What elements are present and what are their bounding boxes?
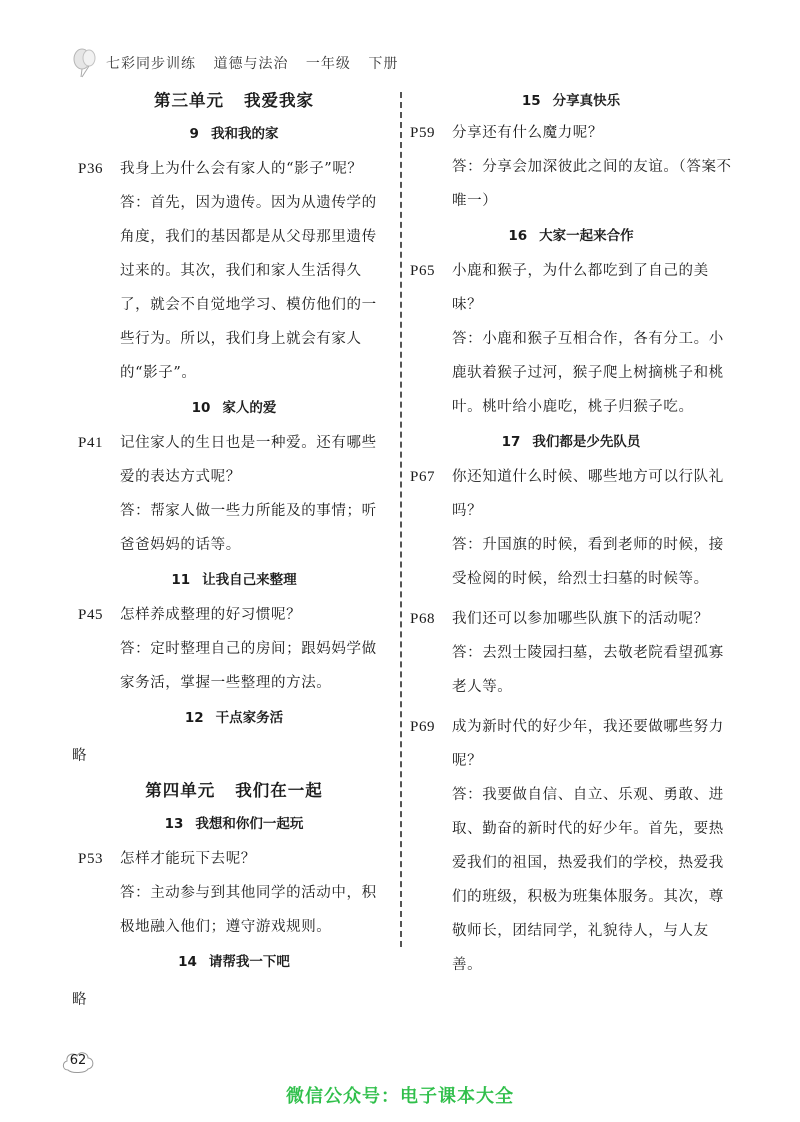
question	[78, 426, 390, 494]
page-number: 62	[69, 1053, 87, 1068]
lesson-title: 让我自己来整理	[202, 572, 297, 588]
page-ref: P53	[78, 851, 104, 867]
footer-watermark: 微信公众号：电子课本大全	[286, 1086, 514, 1107]
question-text: 分享还有什么魔力呢？	[452, 125, 603, 141]
page-ref: P68	[410, 611, 436, 627]
lesson-number: 15	[521, 93, 541, 109]
lesson-heading	[78, 390, 390, 426]
question	[410, 460, 732, 528]
lesson-heading	[78, 806, 390, 842]
lesson-title: 请帮我一下吧	[208, 954, 290, 970]
answer: 答：我要做自信、自立、乐观、勇敢、进取、勤奋的新时代的好少年。首先，要热爱我们的祖国，热爱我们的学校，热爱我们的班级，积极为班集体服务。其次，尊敬师长，团结同学，礼貌待人，与人友善。	[452, 787, 724, 973]
page-ref: P36	[78, 161, 104, 177]
left-column	[72, 86, 390, 1020]
page-number-badge	[60, 1046, 96, 1076]
lesson-heading	[410, 86, 732, 116]
lesson-title: 大家一起来合作	[539, 228, 634, 244]
unit-heading	[78, 86, 390, 116]
lesson-heading	[410, 424, 732, 460]
answer: 答：首先，因为遗传。因为从遗传学的角度，我们的基因都是从父母那里遗传过来的。其次，我们和家人生活得久了，就会不自觉地学习、模仿他们的一些行为。所以，我们身上就会有家人的“影子”。	[120, 195, 377, 381]
question-text: 小鹿和猴子，为什么都吃到了自己的美味？	[452, 263, 709, 313]
lesson-title: 我想和你们一起玩	[195, 816, 304, 832]
question-text: 我们还可以参加哪些队旗下的活动呢？	[452, 611, 709, 627]
column-divider	[400, 92, 402, 947]
answer: 答：升国旗的时候，看到老师的时候，接受检阅的时候，给烈士扫墓的时候等。	[452, 537, 724, 587]
right-column	[410, 86, 732, 982]
volume-name: 下册	[368, 56, 399, 72]
page-ref: P45	[78, 607, 104, 623]
unit-heading	[78, 776, 390, 806]
lesson-number: 12	[184, 710, 204, 726]
grade-name: 一年级	[305, 56, 351, 72]
lesson-heading	[78, 700, 390, 736]
question-text: 怎样才能玩下去呢？	[120, 851, 256, 867]
question	[410, 710, 732, 778]
subject-name: 道德与法治	[213, 56, 289, 72]
question-text: 你还知道什么时候、哪些地方可以行队礼吗？	[452, 469, 724, 519]
unit-name: 我爱我家	[244, 91, 314, 110]
question	[78, 842, 390, 876]
question	[410, 254, 732, 322]
question-text: 记住家人的生日也是一种爱。还有哪些爱的表达方式呢？	[120, 435, 377, 485]
lesson-heading	[78, 116, 390, 152]
unit-label: 第三单元	[154, 91, 224, 110]
question	[78, 598, 390, 632]
page-ref: P69	[410, 719, 436, 735]
unit-name: 我们在一起	[235, 781, 323, 800]
question-text: 成为新时代的好少年，我还要做哪些努力呢？	[452, 719, 724, 769]
question-text: 我身上为什么会有家人的“影子”呢？	[120, 161, 363, 177]
lesson-title: 干点家务活	[215, 710, 284, 726]
question	[410, 602, 732, 636]
page-ref: P59	[410, 125, 436, 141]
lesson-number: 14	[178, 954, 197, 970]
lesson-number: 9	[189, 126, 199, 142]
page-ref: P65	[410, 263, 436, 279]
question	[78, 152, 390, 186]
lesson-title: 我和我的家	[210, 126, 279, 142]
lesson-number: 11	[171, 572, 191, 588]
page-ref: P67	[410, 469, 436, 485]
question-text: 怎样养成整理的好习惯呢？	[120, 607, 302, 623]
answer: 答：分享会加深彼此之间的友谊。（答案不唯一）	[452, 159, 732, 209]
lesson-title: 分享真快乐	[552, 93, 621, 109]
lesson-number: 17	[501, 434, 521, 450]
lesson-title: 我们都是少先队员	[532, 434, 641, 450]
running-header	[72, 46, 410, 80]
lesson-heading	[78, 944, 390, 980]
lesson-title: 家人的爱	[222, 400, 277, 416]
balloon-logo-icon	[72, 48, 98, 78]
unit-label: 第四单元	[145, 781, 216, 800]
question	[410, 116, 732, 150]
lesson-heading	[78, 562, 390, 598]
lesson-number: 13	[164, 816, 184, 832]
page-ref: P41	[78, 435, 104, 451]
answer: 答：小鹿和猴子互相合作，各有分工。小鹿驮着猴子过河，猴子爬上树摘桃子和桃叶。桃叶给小鹿吃，桃子归猴子吃。	[452, 331, 724, 415]
lesson-heading	[410, 218, 732, 254]
answer: 答：主动参与到其他同学的活动中，积极地融入他们；遵守游戏规则。	[120, 885, 377, 935]
answer: 答：帮家人做一些力所能及的事情；听爸爸妈妈的话等。	[120, 503, 377, 553]
lesson-number: 10	[191, 400, 211, 416]
answer: 答：去烈士陵园扫墓，去敬老院看望孤寡老人等。	[452, 645, 724, 695]
omitted-note: 略	[72, 992, 87, 1008]
lesson-number: 16	[508, 228, 528, 244]
omitted-note: 略	[72, 748, 87, 764]
series-name: 七彩同步训练	[106, 56, 196, 72]
answer: 答：定时整理自己的房间；跟妈妈学做家务活，掌握一些整理的方法。	[120, 641, 377, 691]
